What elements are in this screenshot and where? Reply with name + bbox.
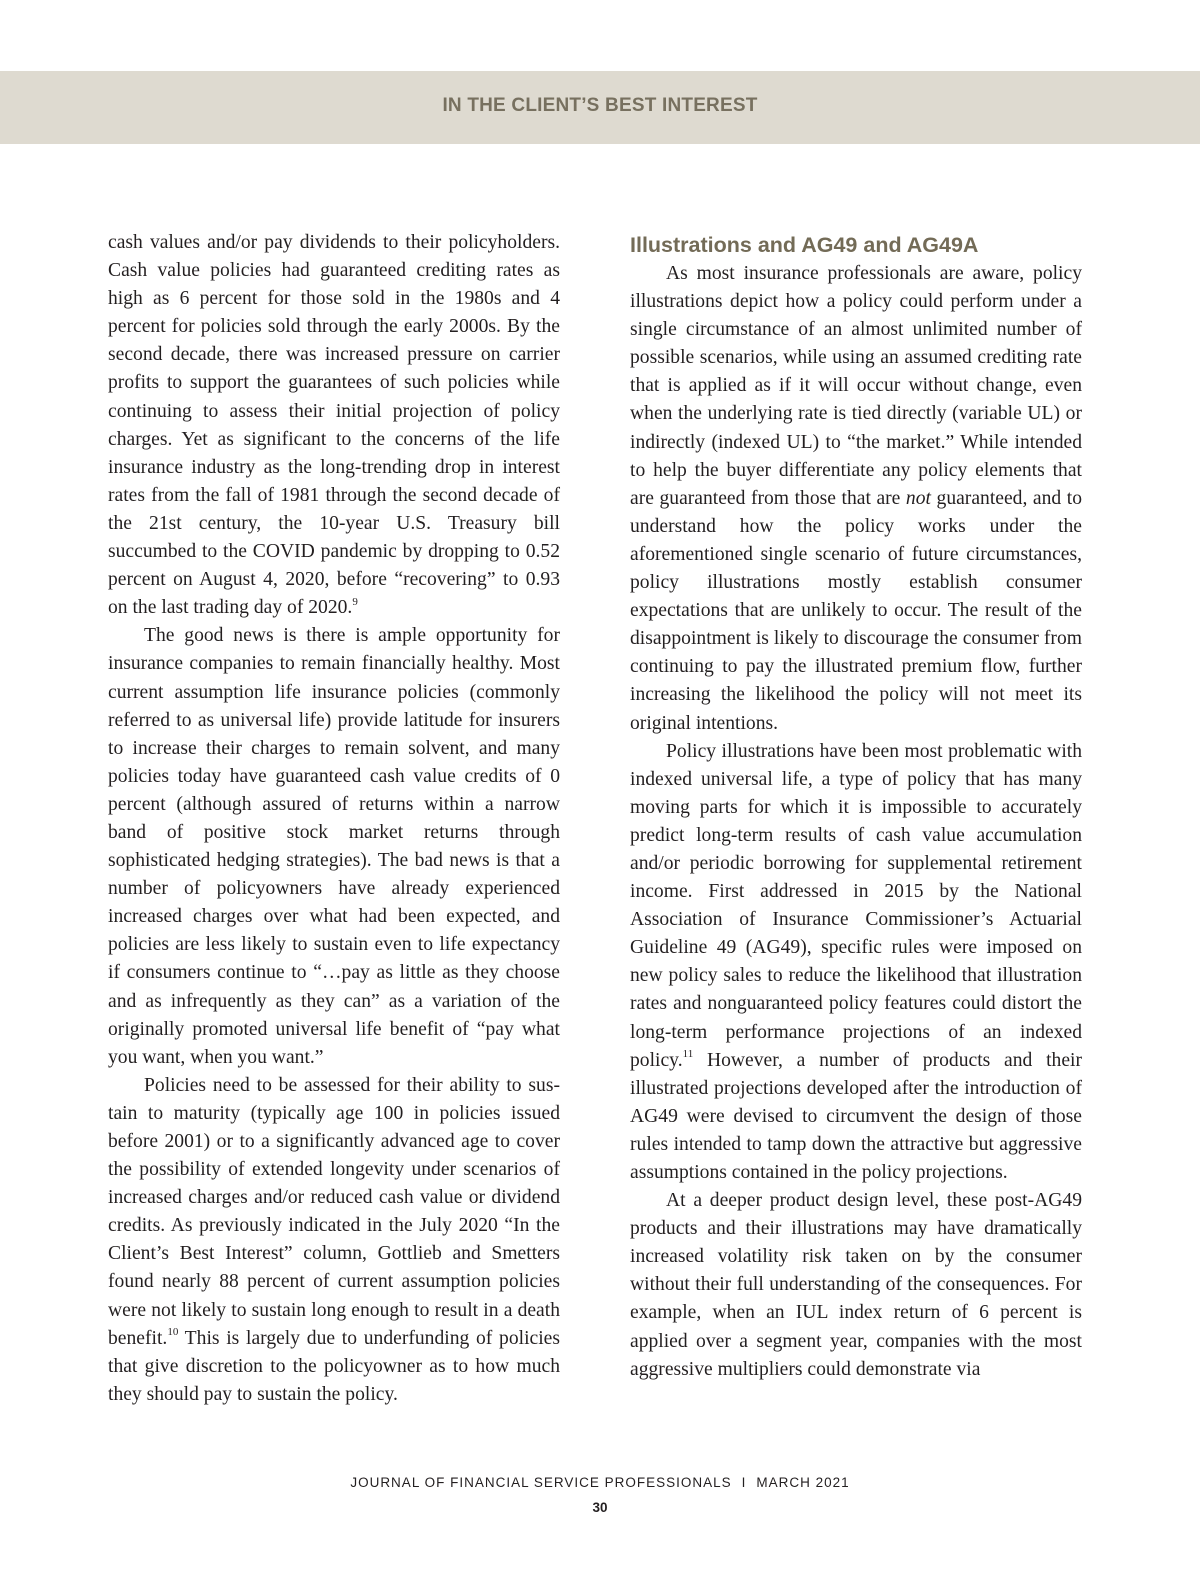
paragraph-text: However, a number of products and their illustrated projections developed after the introduction of AG49 were devised to circumvent the design of those rules intended to tamp down the attractive but aggressive assumptions contained in the policy projections.	[630, 1049, 1082, 1183]
footer-separator: I	[741, 1475, 747, 1490]
section-heading: Illustrations and AG49 and AG49A	[630, 233, 979, 257]
page-number: 30	[592, 1500, 608, 1515]
body-paragraph	[108, 1072, 560, 1409]
emphasis-text: not	[905, 487, 931, 509]
paragraph-text: Policies need to be assessed for their ability to sustain to maturity (typically age 100 in policies issued before 2001) or to a significantly advanced age to cover the possibility of extended longevity under scenarios of increased charges and/or reduced cash value or dividend credits. As previously indicated in the July 2020 “In the Client’s Best Interest” column, Gottlieb and Smetters found nearly 88 percent of current assumption policies were not likely to sustain long enough to result in a death benefit.	[108, 1074, 560, 1349]
footer-journal-line	[0, 1475, 1200, 1490]
body-paragraph	[630, 738, 1082, 1188]
footnote-ref: 9	[352, 595, 358, 608]
paragraph-text: As most insurance professionals are aware, policy illustrations depict how a policy could perform under a single circumstance of an almost unlimited number of possible scenarios, while using an assumed crediting rate that is applied as if it will occur without change, even when the underlying rate is tied directly (variable UL) or indirectly (indexed UL) to “the market.” While intended to help the buyer differentiate any policy elements that are guaranteed from those that are	[630, 263, 1082, 509]
body-paragraph	[108, 229, 560, 622]
paragraph-text: cash values and/or pay dividends to their policyholders. Cash value policies had guaranteed crediting rates as high as 6 percent for those sold in the 1980s and 4 percent for policies sold through the early 2000s. By the second decade, there was increased pressure on carrier profits to support the guarantees of such policies while continuing to assess their initial projection of policy charges. Yet as significant to the concerns of the life insurance industry as the long-trending drop in interest rates from the fall of 1981 through the second decade of the 21st century, the 10-year U.S. Treasury bill succumbed to the COVID pandemic by dropping to 0.52 percent on August 4, 2020, before “recovering” to 0.93 on the last trading day of 2020.	[108, 232, 560, 619]
journal-name: JOURNAL OF FINANCIAL SERVICE PROFESSIONALS	[350, 1475, 732, 1490]
right-column	[630, 229, 1082, 1384]
body-paragraph: At a deeper product design level, these post-AG49 products and their illustrations may have dramatically increased volatility risk taken on by the consumer without their full understanding of the consequences. For example, when an IUL index return of 6 percent is applied over a segment year, companies with the most aggressive multipliers could demonstrate via	[630, 1190, 1082, 1380]
footnote-ref: 10	[167, 1326, 179, 1339]
left-column	[108, 229, 560, 1409]
body-paragraph: The good news is there is ample opportunity for insurance companies to remain financially healthy. Most current assumption life insurance policies (commonly referred to as universal life) provide latitude for insurers to increase their charges to remain solvent, and many policies today have guaranteed cash value credits of 0 percent (although assured of returns within a narrow band of positive stock market returns through sophisticated hedging strategies). The bad news is that a number of policyowners have already experienced increased charges over what had been expected, and policies are less likely to sustain even to life expectancy if consumers continue to “…pay as little as they choose and as infrequently as they can” as a variation of the originally promoted universal life benefit of “pay what you want, when you want.”	[108, 625, 560, 1068]
paragraph-text: Policy illustrations have been most problematic with indexed universal life, a type of policy that has many moving parts for which it is impossible to accurately predict long-term results of cash value accumulation and/or periodic borrowing for supplemental retirement income. First addressed in 2015 by the National Association of Insurance Commissioner’s Actuarial Guideline 49 (AG49), specific rules were imposed on new policy sales to reduce the likelihood that illustration rates and nonguaranteed policy features could distort the long-term performance projections of an indexed policy.	[630, 740, 1082, 1071]
issue-date: MARCH 2021	[756, 1475, 850, 1490]
body-paragraph	[630, 260, 1082, 738]
footnote-ref: 11	[682, 1048, 694, 1061]
paragraph-text: guaranteed, and to understand how the policy works under the aforementioned single scenario of future circumstances, policy illustrations mostly establish consumer expectations that are unlikely to occur. The result of the disappointment is likely to discourage the consumer from continuing to pay the illustrated premium flow, further increasing the likelihood the policy will not meet its original intentions.	[630, 487, 1082, 734]
running-header-title: IN THE CLIENT’S BEST INTEREST	[442, 95, 758, 116]
paragraph-text: This is largely due to underfunding of policies that give discretion to the policyowner as to how much they should pay to sustain the policy.	[108, 1327, 560, 1405]
